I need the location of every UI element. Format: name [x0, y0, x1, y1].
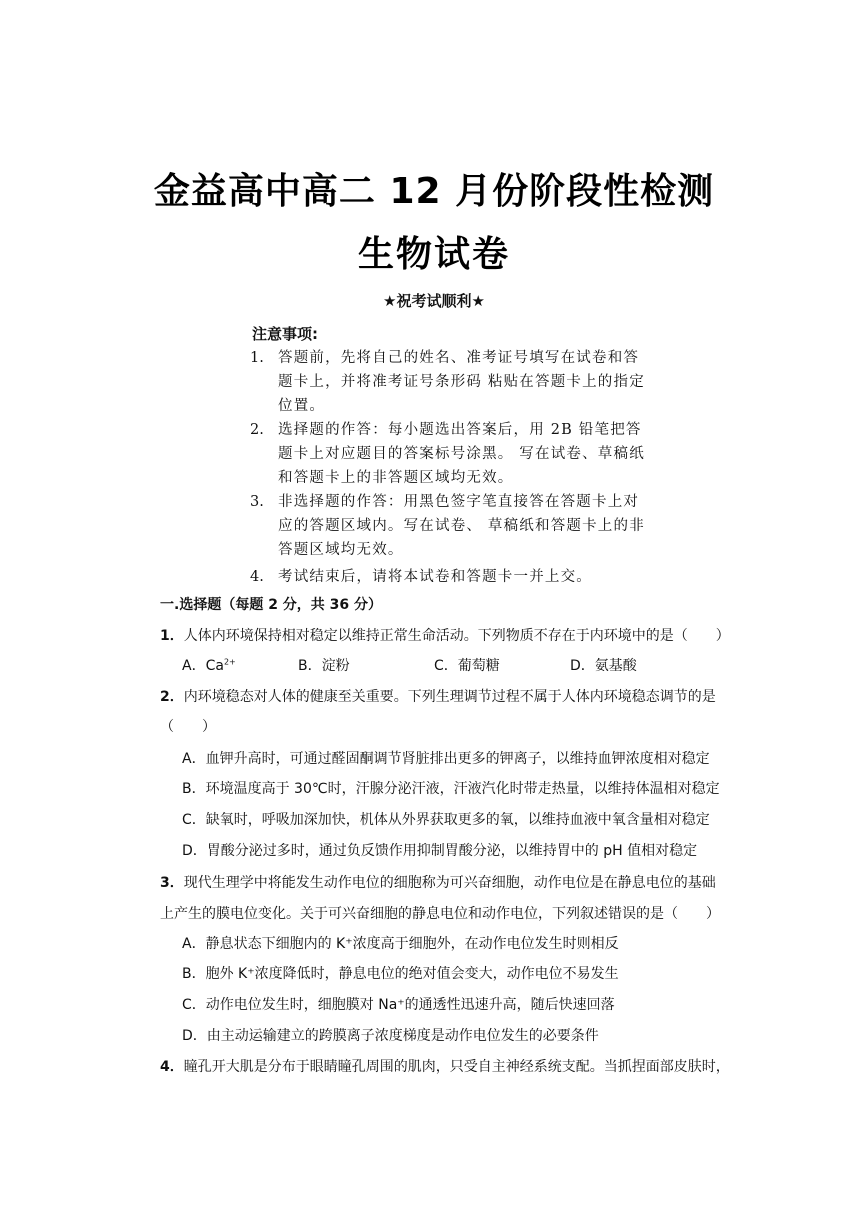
section-heading: 一.选择题（每题 2 分，共 36 分） [160, 597, 383, 613]
notice-item [250, 565, 650, 589]
question-3-option-a: A．静息状态下细胞内的 K⁺浓度高于细胞外，在动作电位发生时则相反 [182, 936, 619, 952]
question-1-option-d: D．氨基酸 [570, 658, 637, 674]
notice-item-number: 1. [250, 350, 264, 366]
question-3-option-b: B．胞外 K⁺浓度降低时，静息电位的绝对值会变大，动作电位不易发生 [182, 966, 619, 982]
notice-item [250, 346, 650, 418]
notice-item-number: 4. [250, 569, 264, 585]
question-2-stem [160, 686, 716, 706]
question-3-option-c: C．动作电位发生时，细胞膜对 Na⁺的通透性迅速升高，随后快速回落 [182, 997, 615, 1013]
exam-title: 金益高中高二 12 月份阶段性检测 [153, 171, 715, 212]
question-text: 内环境稳态对人体的健康至关重要。下列生理调节过程不属于人体内环境稳态调节的是 [183, 689, 716, 705]
good-luck-line: ★祝考试顺利★ [383, 292, 485, 310]
question-3-option-d: D．由主动运输建立的跨膜离子浓度梯度是动作电位发生的必要条件 [182, 1028, 599, 1044]
question-3-stem-cont: 上产生的膜电位变化。关于可兴奋细胞的静息电位和动作电位，下列叙述错误的是（ ） [160, 906, 720, 922]
question-2-option-b: B．环境温度高于 30℃时，汗腺分泌汗液，汗液汽化时带走热量，以维持体温相对稳定 [182, 781, 720, 797]
question-number: 4． [160, 1059, 184, 1075]
question-1-option-b: B．淀粉 [298, 658, 350, 674]
notice-item-text: 答题前，先将自己的姓名、准考证号填写在试卷和答题卡上，并将准考证号条形码 粘贴在答题卡上的指定位置。 [278, 350, 645, 414]
question-1-option-a [182, 655, 236, 675]
question-2-stem-cont: （ ） [160, 719, 216, 735]
option-a-superscript: 2+ [223, 657, 236, 667]
notice-heading: 注意事项: [252, 325, 318, 343]
question-text: 瞳孔开大肌是分布于眼睛瞳孔周围的肌肉，只受自主神经系统支配。当抓捏面部皮肤时， [183, 1059, 730, 1075]
notice-item-text: 考试结束后，请将本试卷和答题卡一并上交。 [278, 569, 592, 585]
question-3-stem [160, 872, 716, 892]
question-2-option-d: D．胃酸分泌过多时，通过负反馈作用抑制胃酸分泌，以维持胃中的 pH 值相对稳定 [182, 843, 698, 859]
exam-subject: 生物试卷 [357, 234, 510, 275]
question-text: 人体内环境保持相对稳定以维持正常生命活动。下列物质不存在于内环境中的是（ ） [183, 628, 730, 644]
notice-item-number: 2. [250, 422, 264, 438]
option-a-label: A．Ca [182, 658, 224, 674]
question-text: 现代生理学中将能发生动作电位的细胞称为可兴奋细胞，动作电位是在静息电位的基础 [183, 875, 716, 891]
question-2-option-c: C．缺氧时，呼吸加深加快，机体从外界获取更多的氧，以维持血液中氧含量相对稳定 [182, 812, 710, 828]
notice-item [250, 418, 650, 490]
question-1-stem [160, 625, 730, 645]
notice-item-text: 选择题的作答：每小题选出答案后，用 2B 铅笔把答题卡上对应题目的答案标号涂黑。 写在试卷、草稿纸和答题卡上的非答题区域均无效。 [278, 422, 645, 486]
question-4-stem [160, 1056, 730, 1076]
notice-item-number: 3. [250, 494, 264, 510]
question-2-option-a: A．血钾升高时，可通过醛固酮调节肾脏排出更多的钾离子，以维持血钾浓度相对稳定 [182, 751, 710, 767]
question-1-option-c: C．葡萄糖 [434, 658, 500, 674]
notice-item-text: 非选择题的作答：用黑色签字笔直接答在答题卡上对应的答题区域内。写在试卷、 草稿纸和答题卡上的非答题区域均无效。 [278, 494, 645, 558]
question-number: 3． [160, 875, 184, 891]
question-number: 2． [160, 689, 184, 705]
notice-item [250, 490, 650, 562]
question-number: 1． [160, 628, 184, 644]
